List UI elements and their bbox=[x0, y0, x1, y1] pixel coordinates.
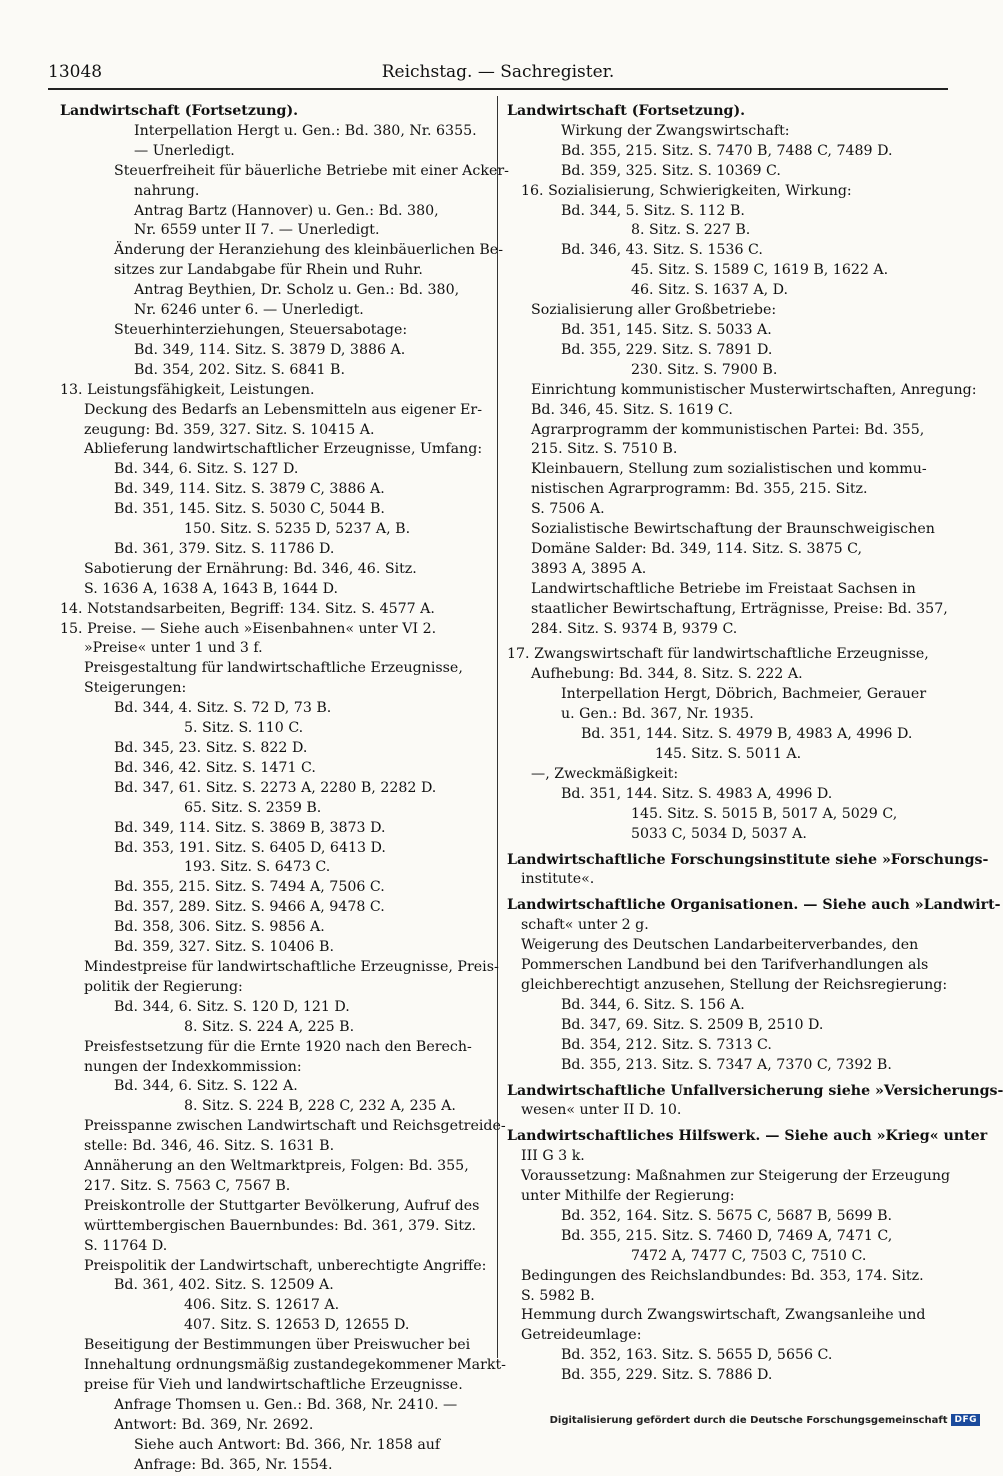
index-line: Bd. 351, 144. Sitz. S. 4983 A, 4996 D. bbox=[561, 785, 833, 802]
index-line: 16. Sozialisierung, Schwierigkeiten, Wirkung: bbox=[521, 182, 852, 199]
index-line: Bd. 355, 229. Sitz. S. 7886 D. bbox=[561, 1367, 773, 1384]
running-title: Reichstag. — Sachregister. bbox=[381, 62, 615, 82]
index-line: Kleinbauern, Stellung zum sozialistischen und kommu- bbox=[531, 461, 927, 478]
index-line: Bd. 355, 215. Sitz. S. 7494 A, 7506 C. bbox=[114, 879, 385, 896]
left-column bbox=[60, 102, 509, 1476]
index-line: Bd. 355, 213. Sitz. S. 7347 A, 7370 C, 7392 B. bbox=[561, 1056, 892, 1073]
index-line: 406. Sitz. S. 12617 A. bbox=[184, 1297, 340, 1314]
index-line: 8. Sitz. S. 227 B. bbox=[631, 222, 751, 239]
index-line: Sozialisierung aller Großbetriebe: bbox=[531, 302, 777, 319]
index-line: Bd. 349, 114. Sitz. S. 3879 D, 3886 A. bbox=[134, 341, 406, 358]
index-line: 46. Sitz. S. 1637 A, D. bbox=[631, 282, 789, 299]
index-line: Siehe auch Antwort: Bd. 366, Nr. 1858 auf bbox=[134, 1436, 441, 1453]
column-divider bbox=[497, 96, 498, 1358]
index-line: Bedingungen des Reichslandbundes: Bd. 353, 174. Sitz. bbox=[521, 1267, 924, 1284]
index-line: Steigerungen: bbox=[84, 680, 187, 697]
index-line: 7472 A, 7477 C, 7503 C, 7510 C. bbox=[631, 1247, 867, 1264]
index-line: 145. Sitz. S. 5015 B, 5017 A, 5029 C, bbox=[631, 805, 898, 822]
index-line: schaft« unter 2 g. bbox=[521, 917, 649, 934]
index-line: Preispolitik der Landwirtschaft, unberechtigte Angriffe: bbox=[84, 1257, 487, 1274]
index-line: 193. Sitz. S. 6473 C. bbox=[184, 859, 331, 876]
index-line: gleichberechtigt anzusehen, Stellung der Reichsregierung: bbox=[521, 976, 948, 993]
index-line: 8. Sitz. S. 224 B, 228 C, 232 A, 235 A. bbox=[184, 1098, 456, 1115]
index-line: Bd. 346, 43. Sitz. S. 1536 C. bbox=[561, 242, 763, 259]
index-line: Bd. 355, 215. Sitz. S. 7470 B, 7488 C, 7489 D. bbox=[561, 142, 893, 159]
index-line: Preisgestaltung für landwirtschaftliche Erzeugnisse, bbox=[84, 660, 463, 677]
index-line: Bd. 359, 327. Sitz. S. 10406 B. bbox=[114, 939, 334, 956]
index-line: Bd. 352, 163. Sitz. S. 5655 D, 5656 C. bbox=[561, 1347, 833, 1364]
index-line: —, Zweckmäßigkeit: bbox=[531, 765, 679, 782]
index-line: Bd. 352, 164. Sitz. S. 5675 C, 5687 B, 5699 B. bbox=[561, 1207, 893, 1224]
index-line: 13. Leistungsfähigkeit, Leistungen. bbox=[60, 381, 315, 398]
footer bbox=[550, 1414, 980, 1426]
index-line: Weigerung des Deutschen Landarbeiterverbandes, den bbox=[521, 937, 919, 954]
index-line: staatlicher Bewirtschaftung, Erträgnisse, Preise: Bd. 357, bbox=[531, 600, 948, 617]
index-line: sitzes zur Landabgabe für Rhein und Ruhr. bbox=[114, 262, 423, 279]
index-line: zeugung: Bd. 359, 327. Sitz. S. 10415 A. bbox=[84, 421, 375, 438]
index-line: Bd. 355, 215. Sitz. S. 7460 D, 7469 A, 7471 C, bbox=[561, 1227, 893, 1244]
index-line: Landwirtschaftliche Forschungsinstitute siehe »Forschungs- bbox=[507, 851, 989, 868]
index-line: Bd. 347, 61. Sitz. S. 2273 A, 2280 B, 2282 D. bbox=[114, 779, 437, 796]
index-line: 284. Sitz. S. 9374 B, 9379 C. bbox=[531, 620, 738, 637]
index-line: preise für Vieh und landwirtschaftliche Erzeugnisse. bbox=[84, 1377, 463, 1393]
index-line: unter Mithilfe der Regierung: bbox=[521, 1188, 735, 1205]
index-line: institute«. bbox=[521, 871, 595, 888]
index-line: Bd. 353, 191. Sitz. S. 6405 D, 6413 D. bbox=[114, 839, 386, 856]
index-line: Preisspanne zwischen Landwirtschaft und Reichsgetreide- bbox=[84, 1118, 506, 1135]
index-line: Bd. 347, 69. Sitz. S. 2509 B, 2510 D. bbox=[561, 1016, 824, 1033]
index-line: Voraussetzung: Maßnahmen zur Steigerung der Erzeugung bbox=[521, 1168, 951, 1185]
index-line: 15. Preise. — Siehe auch »Eisenbahnen« unter VI 2. bbox=[60, 620, 437, 637]
index-line: Mindestpreise für landwirtschaftliche Erzeugnisse, Preis- bbox=[84, 958, 499, 975]
index-line: Bd. 345, 23. Sitz. S. 822 D. bbox=[114, 740, 308, 756]
index-line: Domäne Salder: Bd. 349, 114. Sitz. S. 3875 C, bbox=[531, 540, 863, 557]
index-line: Sabotierung der Ernährung: Bd. 346, 46. Sitz. bbox=[84, 560, 417, 577]
index-line: 65. Sitz. S. 2359 B. bbox=[184, 799, 322, 816]
index-line: Bd. 361, 379. Sitz. S. 11786 D. bbox=[114, 540, 335, 557]
funding-note: Digitalisierung gefördert durch die Deutsche Forschungsgemeinschaft bbox=[549, 1414, 948, 1426]
index-line: Bd. 349, 114. Sitz. S. 3879 C, 3886 A. bbox=[114, 481, 385, 498]
index-line: Aufhebung: Bd. 344, 8. Sitz. S. 222 A. bbox=[531, 666, 803, 683]
index-line: Bd. 351, 144. Sitz. S. 4979 B, 4983 A, 4996 D. bbox=[581, 726, 913, 743]
right-column bbox=[507, 102, 1003, 1386]
index-line: Landwirtschaftliche Organisationen. — Siehe auch »Landwirt- bbox=[507, 897, 1001, 914]
index-line: Antrag Bartz (Hannover) u. Gen.: Bd. 380, bbox=[134, 202, 439, 219]
index-line: 5033 C, 5034 D, 5037 A. bbox=[631, 825, 807, 842]
index-line: Bd. 344, 6. Sitz. S. 122 A. bbox=[114, 1078, 298, 1095]
index-line: Bd. 344, 6. Sitz. S. 156 A. bbox=[561, 996, 745, 1013]
index-line: Bd. 349, 114. Sitz. S. 3869 B, 3873 D. bbox=[114, 819, 386, 836]
index-line: Antwort: Bd. 369, Nr. 2692. bbox=[114, 1416, 314, 1433]
index-line: 215. Sitz. S. 7510 B. bbox=[531, 441, 678, 458]
index-line: wesen« unter II D. 10. bbox=[521, 1102, 682, 1119]
index-line: u. Gen.: Bd. 367, Nr. 1935. bbox=[561, 706, 754, 723]
index-line: — Unerledigt. bbox=[134, 142, 235, 159]
index-line: Bd. 359, 325. Sitz. S. 10369 C. bbox=[561, 162, 781, 179]
index-line: Sozialistische Bewirtschaftung der Braunschweigischen bbox=[531, 521, 935, 538]
index-line: S. 1636 A, 1638 A, 1643 B, 1644 D. bbox=[84, 580, 339, 597]
index-line: 217. Sitz. S. 7563 C, 7567 B. bbox=[84, 1177, 291, 1194]
index-line: Agrarprogramm der kommunistischen Partei: Bd. 355, bbox=[531, 421, 925, 438]
index-line: Annäherung an den Weltmarktpreis, Folgen: Bd. 355, bbox=[84, 1158, 469, 1175]
index-line: nungen der Indexkommission: bbox=[84, 1058, 302, 1075]
index-line: Bd. 346, 45. Sitz. S. 1619 C. bbox=[531, 401, 733, 418]
index-line: Pommerschen Landbund bei den Tarifverhandlungen als bbox=[521, 957, 929, 974]
index-line: Landwirtschaftliche Unfallversicherung siehe »Versicherungs- bbox=[507, 1082, 1003, 1099]
index-line: Bd. 344, 6. Sitz. S. 120 D, 121 D. bbox=[114, 998, 350, 1015]
index-line: Anfrage Thomsen u. Gen.: Bd. 368, Nr. 2410. — bbox=[114, 1396, 458, 1413]
index-line: Bd. 351, 145. Sitz. S. 5033 A. bbox=[561, 321, 772, 338]
index-line: 17. Zwangswirtschaft für landwirtschaftliche Erzeugnisse, bbox=[507, 646, 929, 663]
index-line: 8. Sitz. S. 224 A, 225 B. bbox=[184, 1018, 355, 1035]
index-line: Interpellation Hergt u. Gen.: Bd. 380, Nr. 6355. bbox=[134, 122, 477, 139]
index-line: Anfrage: Bd. 365, Nr. 1554. bbox=[134, 1456, 333, 1473]
index-line: 45. Sitz. S. 1589 C, 1619 B, 1622 A. bbox=[631, 262, 889, 279]
index-line: III G 3 k. bbox=[521, 1148, 585, 1165]
index-line: nistischen Agrarprogramm: Bd. 355, 215. Sitz. bbox=[531, 481, 868, 498]
index-line: Wirkung der Zwangswirtschaft: bbox=[561, 122, 790, 139]
index-line: Steuerfreiheit für bäuerliche Betriebe mit einer Acker- bbox=[114, 162, 509, 179]
index-line: 14. Notstandsarbeiten, Begriff: 134. Sitz. S. 4577 A. bbox=[60, 600, 435, 617]
index-line: Innehaltung ordnungsmäßig zustandegekommener Markt- bbox=[84, 1357, 506, 1374]
index-line: »Preise« unter 1 und 3 f. bbox=[84, 640, 263, 657]
index-line: Preisfestsetzung für die Ernte 1920 nach den Berech- bbox=[84, 1038, 472, 1055]
index-line: Bd. 344, 5. Sitz. S. 112 B. bbox=[561, 202, 745, 219]
index-line: Bd. 344, 6. Sitz. S. 127 D. bbox=[114, 461, 299, 478]
index-line: 145. Sitz. S. 5011 A. bbox=[655, 746, 802, 762]
index-line: 150. Sitz. S. 5235 D, 5237 A, B. bbox=[184, 521, 411, 538]
index-line: Interpellation Hergt, Döbrich, Bachmeier, Gerauer bbox=[561, 686, 927, 703]
index-line: Bd. 358, 306. Sitz. S. 9856 A. bbox=[114, 919, 325, 936]
index-line: 407. Sitz. S. 12653 D, 12655 D. bbox=[184, 1317, 410, 1334]
index-line: Bd. 344, 4. Sitz. S. 72 D, 73 B. bbox=[114, 700, 332, 717]
index-line: Bd. 351, 145. Sitz. S. 5030 C, 5044 B. bbox=[114, 501, 385, 518]
page-header bbox=[48, 58, 948, 90]
index-line: Steuerhinterziehungen, Steuersabotage: bbox=[114, 321, 408, 338]
index-line: S. 11764 D. bbox=[84, 1237, 168, 1254]
index-line: Deckung des Bedarfs an Lebensmitteln aus eigener Er- bbox=[84, 401, 482, 418]
index-line: Bd. 346, 42. Sitz. S. 1471 C. bbox=[114, 759, 316, 776]
index-line: Landwirtschaft (Fortsetzung). bbox=[60, 103, 299, 119]
index-line: Landwirtschaft (Fortsetzung). bbox=[507, 103, 746, 119]
index-line: Beseitigung der Bestimmungen über Preiswucher bei bbox=[84, 1337, 471, 1354]
index-line: nahrung. bbox=[134, 182, 200, 199]
dfg-logo: DFG bbox=[951, 1414, 980, 1426]
index-line: 3893 A, 3895 A. bbox=[531, 560, 647, 577]
index-line: Nr. 6559 unter II 7. — Unerledigt. bbox=[134, 222, 380, 239]
index-line: 5. Sitz. S. 110 C. bbox=[184, 720, 304, 737]
index-line: Hemmung durch Zwangswirtschaft, Zwangsanleihe und bbox=[521, 1307, 926, 1324]
index-line: Landwirtschaftliche Betriebe im Freistaat Sachsen in bbox=[531, 580, 916, 597]
index-line: stelle: Bd. 346, 46. Sitz. S. 1631 B. bbox=[84, 1138, 335, 1155]
index-line: Ablieferung landwirtschaftlicher Erzeugnisse, Umfang: bbox=[84, 441, 483, 458]
index-line: Preiskontrolle der Stuttgarter Bevölkerung, Aufruf des bbox=[84, 1197, 480, 1214]
index-line: Getreideumlage: bbox=[521, 1327, 642, 1344]
index-line: S. 7506 A. bbox=[531, 501, 605, 518]
index-line: Nr. 6246 unter 6. — Unerledigt. bbox=[134, 302, 364, 319]
index-line: Bd. 354, 202. Sitz. S. 6841 B. bbox=[134, 361, 345, 378]
index-line: Antrag Beythien, Dr. Scholz u. Gen.: Bd. 380, bbox=[134, 282, 460, 299]
index-line: S. 5982 B. bbox=[521, 1287, 595, 1304]
index-line: Landwirtschaftliches Hilfswerk. — Siehe auch »Krieg« unter bbox=[507, 1128, 988, 1145]
index-line: Änderung der Heranziehung des kleinbäuerlichen Be- bbox=[114, 242, 503, 259]
index-line: 230. Sitz. S. 7900 B. bbox=[631, 361, 778, 378]
index-line: Bd. 357, 289. Sitz. S. 9466 A, 9478 C. bbox=[114, 899, 385, 916]
index-line: württembergischen Bauernbundes: Bd. 361, 379. Sitz. bbox=[84, 1217, 477, 1234]
index-line: Bd. 361, 402. Sitz. S. 12509 A. bbox=[114, 1277, 334, 1294]
index-line: Bd. 354, 212. Sitz. S. 7313 C. bbox=[561, 1036, 772, 1053]
index-line: Einrichtung kommunistischer Musterwirtschaften, Anregung: bbox=[531, 381, 977, 398]
page-number: 13048 bbox=[48, 62, 103, 82]
index-line: Bd. 355, 229. Sitz. S. 7891 D. bbox=[561, 341, 773, 358]
index-line: politik der Regierung: bbox=[84, 978, 243, 995]
